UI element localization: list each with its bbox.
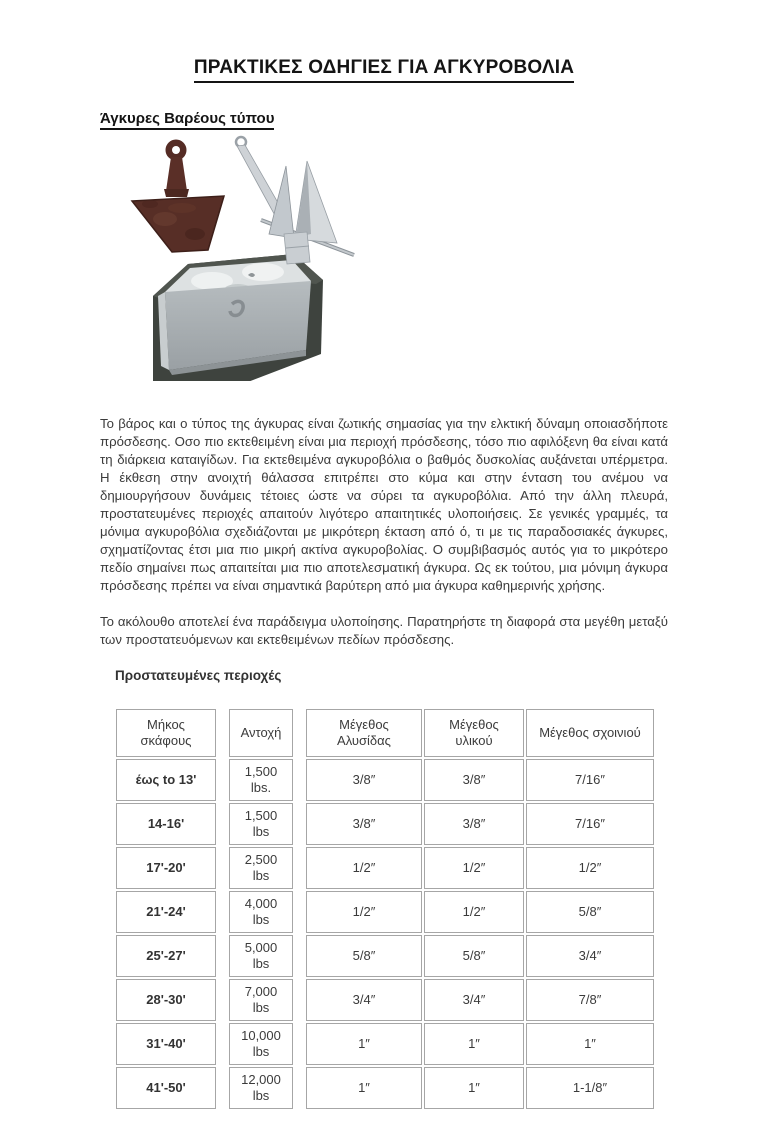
chain-size-cell: 3/4″ [306,979,422,1021]
rope-size-cell: 1-1/8″ [526,1067,654,1109]
rope-size-cell: 7/16″ [526,803,654,845]
body-text [100,415,668,649]
column-gap [218,935,227,977]
strength-cell: 2,500 lbs [229,847,293,889]
example-paragraph: Το ακόλουθο αποτελεί ένα παράδειγμα υλοποίησης. Παρατηρήστε τη διαφορά στα μεγέθη μεταξύ των προστατευόμενων και εκτεθειμένων πεδίων πρόσδεσης. [100,614,668,647]
column-gap [295,709,304,757]
rope-size-cell: 1/2″ [526,847,654,889]
rope-size-cell: 7/16″ [526,759,654,801]
mushroom-anchor-image [132,143,224,252]
material-size-cell: 1/2″ [424,891,524,933]
rope-size-cell: 1″ [526,1023,654,1065]
table-row [116,759,654,801]
col-header-rope-size: Μέγεθος σχοινιού [526,709,654,757]
material-size-cell: 3/8″ [424,803,524,845]
anchor-collage-graphic [120,134,420,381]
rope-size-cell: 3/4″ [526,935,654,977]
protected-areas-heading: Προστατευμένες περιοχές [115,668,282,683]
strength-cell: 5,000 lbs [229,935,293,977]
column-gap [295,935,304,977]
table-row [116,891,654,933]
material-size-cell: 1/2″ [424,847,524,889]
strength-cell: 1,500 lbs. [229,759,293,801]
column-gap [295,1023,304,1065]
rope-size-cell: 7/8″ [526,979,654,1021]
column-gap [295,1067,304,1109]
document-page [0,57,769,1145]
material-size-cell: 3/8″ [424,759,524,801]
table-row [116,847,654,889]
column-gap [218,803,227,845]
col-header-material-size: Μέγεθος υλικού [424,709,524,757]
material-size-cell: 1″ [424,1023,524,1065]
chain-size-cell: 1/2″ [306,891,422,933]
chain-size-cell: 1″ [306,1067,422,1109]
column-gap [218,759,227,801]
section-title-heavy-anchors: Άγκυρες Βαρέους τύπου [100,110,668,130]
concrete-mooring-block-image [153,254,323,381]
anchor-sizing-table [114,707,656,1111]
column-gap [295,759,304,801]
column-gap [295,891,304,933]
col-header-chain-size: Μέγεθος Αλυσίδας [306,709,422,757]
column-gap [295,979,304,1021]
boat-length-cell: έως to 13' [116,759,216,801]
danforth-anchor-image [236,137,354,264]
page-title: ΠΡΑΚΤΙΚΕΣ ΟΔΗΓΙΕΣ ΓΙΑ ΑΓΚΥΡΟΒΟΛΙΑ [100,57,668,83]
col-header-boat-length: Μήκος σκάφους [116,709,216,757]
boat-length-cell: 21'-24' [116,891,216,933]
boat-length-cell: 17'-20' [116,847,216,889]
column-gap [218,709,227,757]
table-row [116,935,654,977]
strength-cell: 4,000 lbs [229,891,293,933]
material-size-cell: 5/8″ [424,935,524,977]
col-header-strength: Αντοχή [229,709,293,757]
boat-length-cell: 28'-30' [116,979,216,1021]
chain-size-cell: 3/8″ [306,803,422,845]
strength-cell: 7,000 lbs [229,979,293,1021]
boat-length-cell: 31'-40' [116,1023,216,1065]
strength-cell: 1,500 lbs [229,803,293,845]
chain-size-cell: 1″ [306,1023,422,1065]
column-gap [218,847,227,889]
rope-size-cell: 5/8″ [526,891,654,933]
intro-paragraph: Το βάρος και ο τύπος της άγκυρας είναι ζωτικής σημασίας για την ελκτική δύναμη οποιασδήποτε πρόσδεσης. Οσο πιο εκτεθειμένη είναι μια περιοχή πρόσδεσης, τόσο πιο αφιλόξενη θα είναι κατά τη διάρκεια καταιγίδων. Για εκτεθειμένα αγκυροβόλια ο βαθμός δυσκολίας αυξάνεται υπέρμετρα. Η έκθεση στην ανοιχτή θάλασσα επιτρέπει στο κύμα και στην ένταση του ανέμου να δημιουργήσουν δυνάμεις τέτοιες ώστε να σύρει τα αγκυροβόλια. Από την άλλη πλευρά, προστατευμένες περιοχές απαιτούν λιγότερο απαιτητικές υλοποιήσεις. Σε γενικές γραμμές, τα μόνιμα αγκυροβόλια σχεδιάζονται με μικρότερη έκταση από ό, τι με τις παραδοσιακές άγκυρες, σχηματίζοντας έτσι μια πιο μικρή ακτίνα αγκυροβολίας. Ο συμβιβασμός αυτός για το μικρότερο πεδίο σημαίνει πως απαιτείται μια πιο αποτελεσματική άγκυρα. Ως εκ τούτου, μια μόνιμη άγκυρα πρόσδεσης πρέπει να είναι σημαντικά βαρύτερη από μια άγκυρα καθημερινής χρήσης. [100,416,668,593]
table-row [116,979,654,1021]
boat-length-cell: 14-16' [116,803,216,845]
table-row [116,1023,654,1065]
column-gap [218,1023,227,1065]
column-gap [295,847,304,889]
chain-size-cell: 3/8″ [306,759,422,801]
table-row [116,803,654,845]
boat-length-cell: 25'-27' [116,935,216,977]
strength-cell: 10,000 lbs [229,1023,293,1065]
anchor-images-collage [120,134,420,381]
material-size-cell: 3/4″ [424,979,524,1021]
column-gap [295,803,304,845]
material-size-cell: 1″ [424,1067,524,1109]
column-gap [218,979,227,1021]
strength-cell: 12,000 lbs [229,1067,293,1109]
table-header-row [116,709,654,757]
chain-size-cell: 5/8″ [306,935,422,977]
boat-length-cell: 41'-50' [116,1067,216,1109]
table-row [116,1067,654,1109]
chain-size-cell: 1/2″ [306,847,422,889]
column-gap [218,891,227,933]
column-gap [218,1067,227,1109]
